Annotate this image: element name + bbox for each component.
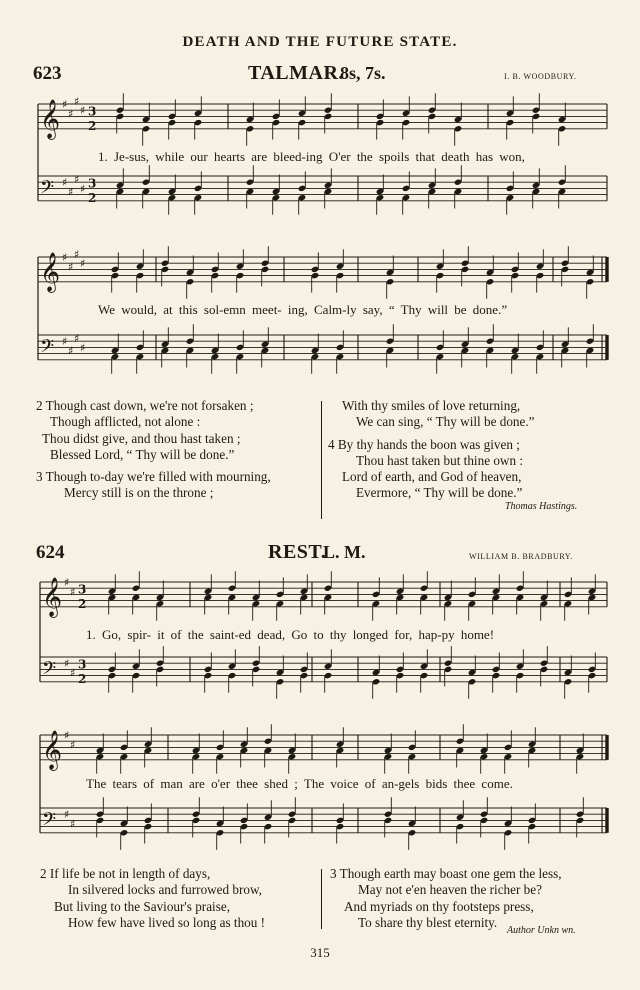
verse-line: Though afflicted, not alone : [50,414,201,430]
key-signature [64,808,75,830]
hymn-number: 624 [36,542,65,563]
treble-clef-icon: 𝄞 [40,251,61,292]
verse-line: 2 If life be not in length of days, [40,866,211,881]
verse-line: We can sing, “ Thy will be done.” [356,414,535,430]
treble-clef-icon: 𝄞 [42,729,63,770]
sharp-icon: ♯ [68,185,74,199]
time-signature-bottom: 2 [78,596,87,611]
column-divider [321,869,322,929]
page-number: 315 [310,945,330,960]
verse-line: 3 Though to-day we're filled with mourning, [36,469,271,485]
staff [40,808,607,833]
sharp-icon: ♯ [64,657,70,671]
bass-clef-icon: 𝄢 [40,177,55,203]
sharp-icon: ♯ [70,817,76,831]
tune-name: REST. [268,541,327,563]
verse-line: 2 Though cast down, we're not forsaken ; [36,398,254,413]
verse-line: May not e'en heaven the richer be? [358,882,542,898]
time-signature-top: 3 [88,104,97,119]
bass-clef-icon: 𝄢 [42,809,57,835]
verse-line: Lord of earth, and God of heaven, [342,469,522,485]
composer: WILLIAM B. BRADBURY. [469,552,573,561]
sharp-icon: ♯ [70,666,76,680]
time-signature-bottom: 2 [78,671,87,686]
verse-line: To share thy blest eternity. [358,914,498,930]
sharp-icon: ♯ [68,260,74,274]
tune-name: TALMAR. [248,62,344,84]
verse-line: Evermore, “ Thy will be done.” [356,485,523,501]
verse-line: Thou didst give, and thou hast taken ; [42,430,241,446]
verse-line: 3 Though earth may boast one gem the less, [330,866,562,881]
treble-clef-icon: 𝄞 [40,98,61,139]
sharp-icon: ♯ [64,808,70,822]
verse-line: But living to the Saviour's praise, [54,898,230,914]
author-credit: Author Unkn wn. [507,925,576,936]
sharp-icon: ♯ [62,251,68,264]
key-signature [64,729,75,751]
treble-clef-icon: 𝄞 [42,576,63,617]
key-signature [64,657,75,679]
sharp-icon: ♯ [64,729,70,742]
sharp-icon: ♯ [74,94,80,108]
sharp-icon: ♯ [80,182,86,196]
hymn-number: 623 [33,63,62,84]
composer: I. B. WOODBURY. [504,72,577,81]
time-signature-top: 3 [78,582,87,597]
sharp-icon: ♯ [70,585,76,599]
time-signature-top: 3 [78,657,87,672]
verse-line: How few have lived so long as thou ! [68,914,266,930]
verses-left [40,866,265,931]
verse-line: 4 By thy hands the boon was given ; [328,436,520,452]
lyric-line: The tears of man are o'er thee shed ; The voice of an-gels bids thee come. [86,776,513,791]
sharp-icon: ♯ [74,332,80,346]
sharp-icon: ♯ [64,576,70,589]
lyric-line: 1. Je-sus, while our hearts are bleed-ing O'er the spoils that death has won, [98,149,525,164]
sharp-icon: ♯ [80,104,86,118]
bass-clef-icon: 𝄢 [42,658,57,684]
sharp-icon: ♯ [80,257,86,271]
verse-line: In silvered locks and furrowed brow, [68,882,262,898]
sharp-icon: ♯ [74,173,80,187]
verse-line: And myriads on thy footsteps press, [344,898,534,914]
sharp-icon: ♯ [74,247,80,261]
sharp-icon: ♯ [62,98,68,111]
bass-clef-icon: 𝄢 [40,336,55,362]
time-signature-bottom: 2 [88,118,97,133]
verse-line: Blessed Lord, “ Thy will be done.” [50,446,235,462]
lyric-line: 1. Go, spir- it of the saint-ed dead, Go to thy longed for, hap-py home! [86,627,495,642]
lyric-line: We would, at this sol-emn meet- ing, Calm-ly say, “ Thy will be done.” [98,302,508,317]
verse-line: With thy smiles of love returning, [342,398,521,413]
meter: L. M. [323,542,366,562]
staff [40,657,607,682]
key-signature [64,576,75,598]
meter: 8s, 7s. [340,63,386,83]
sharp-icon: ♯ [80,341,86,355]
sharp-icon: ♯ [68,344,74,358]
verse-line: Thou hast taken but thine own : [356,452,524,468]
author-credit: Thomas Hastings. [505,501,578,512]
sharp-icon: ♯ [68,107,74,121]
verse-line: Mercy still is on the throne ; [64,485,214,501]
time-signature-bottom: 2 [88,190,97,205]
sharp-icon: ♯ [62,335,68,349]
sharp-icon: ♯ [70,738,76,752]
page-header: DEATH AND THE FUTURE STATE. [182,34,458,50]
sharp-icon: ♯ [62,176,68,190]
time-signature-top: 3 [88,176,97,191]
verses-right [330,866,562,931]
